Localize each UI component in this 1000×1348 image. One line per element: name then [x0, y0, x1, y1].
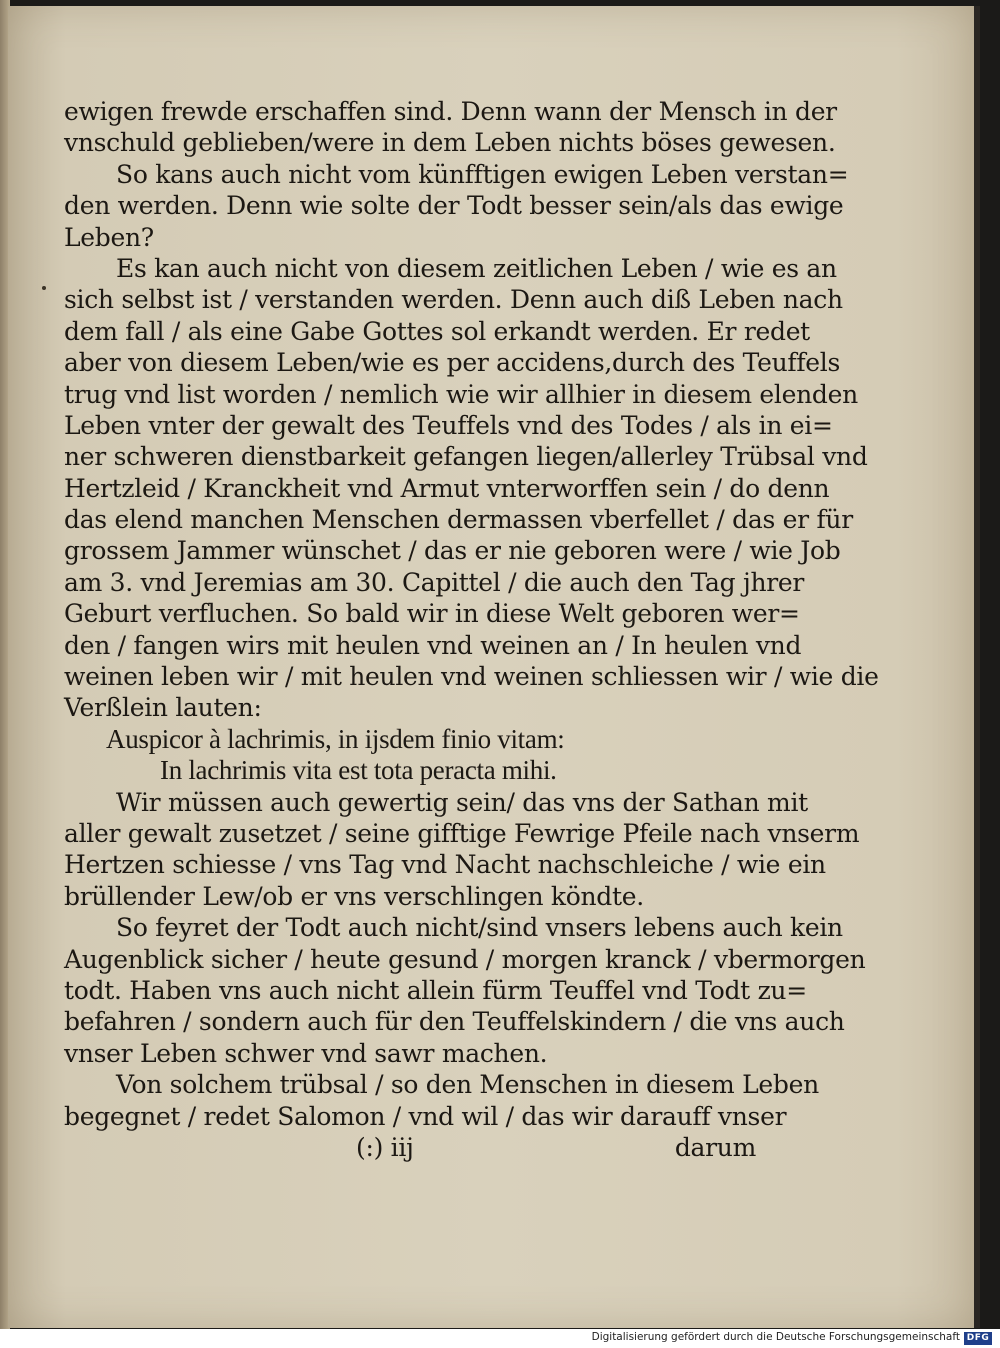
text-line: das elend manchen Menschen dermassen vberfellet / das er für — [64, 505, 853, 535]
page-right-edge — [974, 6, 980, 1328]
text-line: Augenblick sicher / heute gesund / morgen kranck / vbermorgen — [64, 944, 866, 974]
text-line: den / fangen wirs mit heulen vnd weinen an / In heulen vnd — [64, 630, 802, 660]
text-line: Wir müssen auch gewertig sein/ das vns der Sathan mit — [116, 787, 808, 817]
funding-credit: Digitalisierung gefördert durch die Deutsche Forschungsgemeinschaft — [591, 1331, 960, 1343]
text-line: todt. Haben vns auch nicht allein fürm Teuffel vnd Todt zu= — [64, 975, 807, 1005]
text-line: Leben? — [64, 222, 154, 252]
text-line: Von solchem trübsal / so den Menschen in diesem Leben — [116, 1070, 819, 1100]
text-line: So kans auch nicht vom künfftigen ewigen Leben verstan= — [116, 159, 849, 189]
text-line: begegnet / redet Salomon / vnd wil / das wir darauff vnser — [64, 1101, 787, 1131]
latin-verse-line: Auspicor à lachrimis, in ijsdem finio vitam: — [106, 723, 565, 754]
text-line: Geburt verfluchen. So bald wir in diese Welt geboren wer= — [64, 599, 800, 629]
text-line: am 3. vnd Jeremias am 30. Capittel / die auch den Tag jhrer — [64, 567, 805, 597]
text-line: trug vnd list worden / nemlich wie wir allhier in diesem elenden — [64, 379, 858, 409]
ink-speck — [42, 286, 46, 290]
latin-verse-line: In lachrimis vita est tota peracta mihi. — [160, 755, 557, 786]
signature-mark: (:) iij — [356, 1132, 414, 1162]
digitization-footer — [0, 1329, 1000, 1348]
text-line: brüllender Lew/ob er vns verschlingen köndte. — [64, 881, 644, 911]
text-line: So feyret der Todt auch nicht/sind vnsers lebens auch kein — [116, 913, 843, 943]
text-line: den werden. Denn wie solte der Todt besser sein/als das ewige — [64, 191, 844, 221]
page-body-text — [64, 96, 879, 1163]
text-line: grossem Jammer wünschet / das er nie geboren were / wie Job — [64, 536, 841, 566]
text-line: befahren / sondern auch für den Teuffelskindern / die vns auch — [64, 1007, 845, 1037]
text-line: weinen leben wir / mit heulen vnd weinen schliessen wir / wie die — [64, 662, 879, 692]
text-line: Verßlein lauten: — [64, 693, 262, 723]
page-foot-line — [64, 1132, 764, 1163]
text-line: Leben vnter der gewalt des Teuffels vnd des Todes / als in ei= — [64, 410, 833, 440]
dfg-logo: DFG — [964, 1332, 992, 1345]
text-line: ner schweren dienstbarkeit gefangen liegen/allerley Trübsal vnd — [64, 442, 868, 472]
text-line: Hertzleid / Kranckheit vnd Armut vnterworffen sein / do denn — [64, 473, 830, 503]
text-line: vnschuld geblieben/were in dem Leben nichts böses gewesen. — [64, 128, 836, 158]
text-line: sich selbst ist / verstanden werden. Denn auch diß Leben nach — [64, 285, 843, 315]
text-line: Es kan auch nicht von diesem zeitlichen Leben / wie es an — [116, 253, 837, 283]
catchword: darum — [674, 1132, 756, 1162]
text-line: dem fall / als eine Gabe Gottes sol erkandt werden. Er redet — [64, 316, 810, 346]
text-line: ewigen frewde erschaffen sind. Denn wann der Mensch in der — [64, 97, 837, 126]
text-line: vnser Leben schwer vnd sawr machen. — [64, 1038, 548, 1068]
text-line: aller gewalt zusetzet / seine gifftige Fewrige Pfeile nach vnserm — [64, 818, 860, 848]
text-line: Hertzen schiesse / vns Tag vnd Nacht nachschleiche / wie ein — [64, 850, 826, 880]
text-line: aber von diesem Leben/wie es per accidens,durch des Teuffels — [64, 348, 841, 378]
